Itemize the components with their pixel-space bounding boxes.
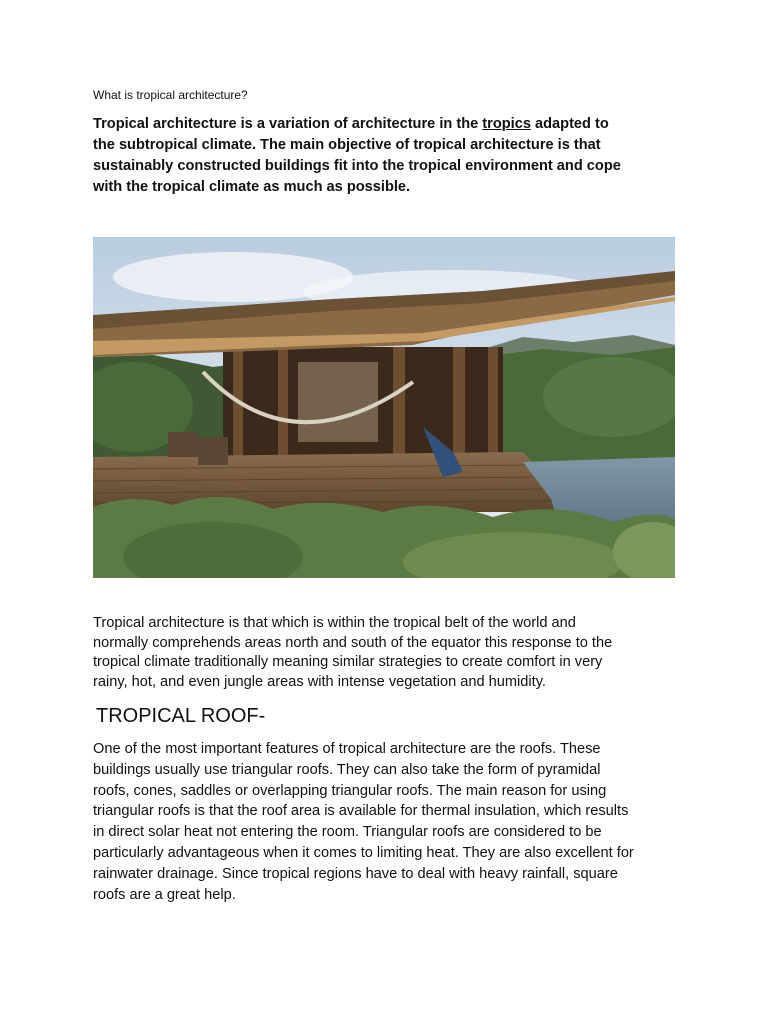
paragraph-line: buildings usually use triangular roofs. They can also take the form of pyramidal (93, 761, 601, 778)
lead-line-2: the subtropical climate. The main objective of tropical architecture is that (93, 137, 601, 153)
tropical-house-photo (93, 237, 675, 578)
paragraph-line: rainy, hot, and even jungle areas with intense vegetation and humidity. (93, 673, 546, 690)
paragraph-line: rainwater drainage. Since tropical regions have to deal with heavy rainfall, square (93, 865, 618, 882)
question-line: What is tropical architecture? (93, 88, 248, 102)
paragraph-line: roofs, cones, saddles or overlapping triangular roofs. The main reason for using (93, 782, 607, 799)
lead-text: Tropical architecture is a variation of architecture in the (93, 116, 483, 132)
tropics-link[interactable]: tropics (482, 116, 531, 132)
lead-text: adapted to (530, 116, 609, 132)
paragraph-line: in direct solar heat not entering the room. Triangular roofs are considered to be (93, 824, 602, 841)
paragraph-line: normally comprehends areas north and south of the equator this response to the (93, 634, 613, 651)
lead-line-3: sustainably constructed buildings fit into the tropical environment and cope (93, 158, 621, 174)
lead-paragraph (93, 114, 678, 198)
paragraph-line: tropical climate traditionally meaning similar strategies to create comfort in very (93, 654, 603, 670)
lead-line-1 (93, 114, 678, 135)
paragraph-roofs (93, 739, 678, 905)
paragraph-line: triangular roofs is that the roof area is available for thermal insulation, which results (93, 803, 629, 820)
paragraph-line: roofs are a great help. (93, 886, 236, 903)
lead-line-4: with the tropical climate as much as possible. (93, 179, 411, 195)
paragraph-climate (93, 614, 678, 692)
paragraph-line: particularly advantageous when it comes to limiting heat. They are also excellent for (93, 844, 634, 861)
section-heading-tropical-roof: TROPICAL ROOF- (96, 705, 266, 727)
paragraph-line: Tropical architecture is that which is within the tropical belt of the world and (93, 615, 576, 631)
paragraph-line: One of the most important features of tropical architecture are the roofs. These (93, 741, 601, 757)
